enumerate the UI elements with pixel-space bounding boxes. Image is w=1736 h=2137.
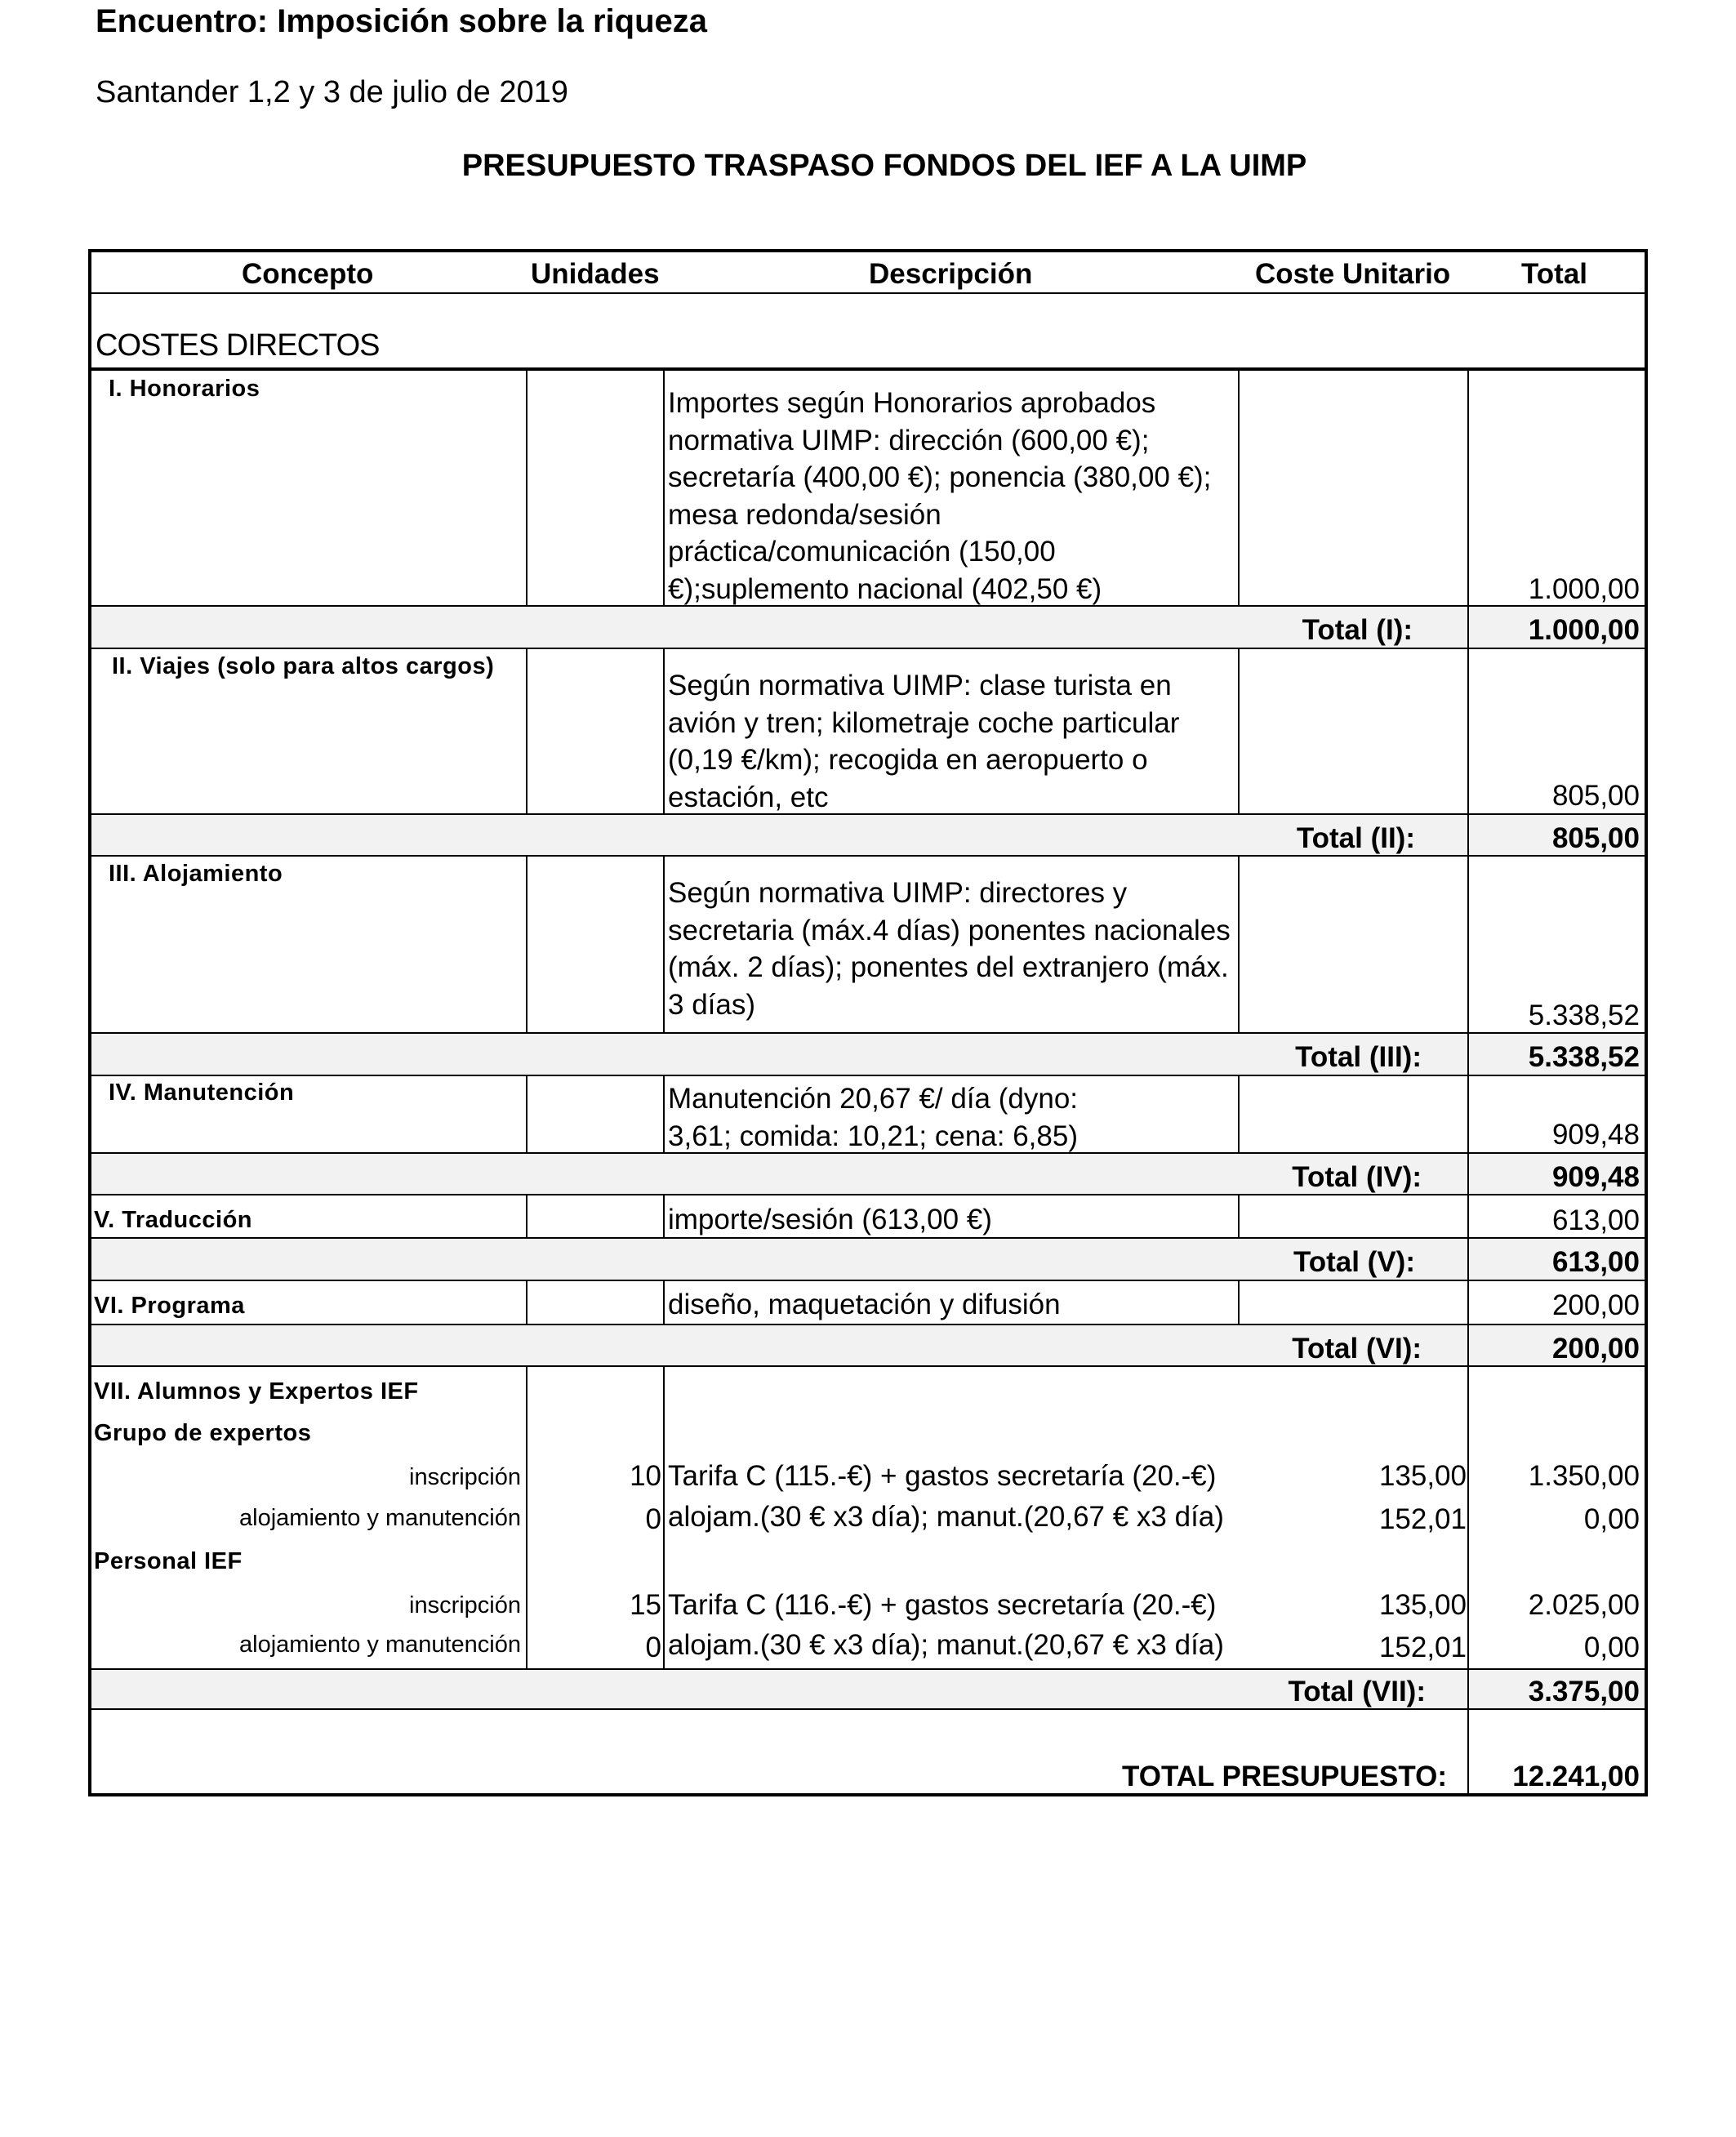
total-value-vii: 3.375,00 [1528,1676,1640,1707]
rule [90,1708,1645,1710]
row-label: inscripción [409,1592,521,1618]
section-name-manutencion: IV. Manutención [109,1080,295,1106]
rule [90,367,1645,371]
rule [90,1032,1645,1034]
rule [1467,1195,1469,1238]
rule [1467,605,1469,648]
rule [1467,369,1469,606]
row-desc: Tarifa C (115.-€) + gastos secretaría (20.-€) [668,1460,1217,1492]
total-label-ii: Total (II): [1296,822,1415,854]
rule [1467,1075,1469,1153]
row-total: 0,00 [1583,1503,1640,1535]
group-label-expertos: Grupo de expertos [94,1420,312,1446]
rule [1467,813,1469,856]
row-desc: alojam.(30 € x3 día); manut.(20,67 € x3 día) [668,1501,1224,1533]
rule [526,369,527,606]
total-value-iii: 5.338,52 [1528,1041,1640,1073]
section-name-honorarios: I. Honorarios [109,376,260,402]
section-desc-honorarios: Importes según Honorarios aprobados normativa UIMP: dirección (600,00 €); secretaría (400,00 €); ponencia (380,00 €); mesa redonda/sesión práctica/comunicación (150,00 €);suplemento nacional (402,50 €) [668,387,1212,605]
document-title: Encuentro: Imposición sobre la riqueza [96,3,708,39]
rule [1238,648,1240,814]
row-cost: 135,00 [1378,1589,1467,1621]
column-header-unidades: Unidades [531,258,660,290]
rule [1467,1032,1469,1075]
section-amount-programa: 200,00 [1551,1289,1640,1321]
row-desc: alojam.(30 € x3 día); manut.(20,67 € x3 día) [668,1629,1224,1661]
rule [663,369,665,606]
total-label-v: Total (V): [1293,1246,1415,1278]
section-desc-traduccion: importe/sesión (613,00 €) [668,1204,992,1235]
rule [1467,1237,1469,1280]
section-name-alumnos: VII. Alumnos y Expertos IEF [94,1378,419,1405]
rule [90,648,1645,649]
total-label-iv: Total (IV): [1292,1161,1422,1193]
rule [1467,1324,1469,1366]
section-amount-honorarios: 1.000,00 [1528,573,1640,605]
section-desc-programa: diseño, maquetación y difusión [668,1289,1061,1320]
document-subtitle: Santander 1,2 y 3 de julio de 2019 [96,75,568,109]
total-label-vi: Total (VI): [1292,1333,1422,1365]
total-value-v: 613,00 [1551,1246,1640,1278]
rule [88,1793,1648,1796]
rule [526,1195,527,1238]
rule [90,1324,1645,1325]
rule [1467,1709,1469,1795]
row-units: 10 [630,1460,661,1492]
rule [90,1668,1645,1670]
column-header-coste-unitario: Coste Unitario [1255,258,1451,290]
rule [90,855,1645,857]
budget-heading: PRESUPUESTO TRASPASO FONDOS DEL IEF A LA UIMP [461,149,1307,183]
rule [526,1366,527,1669]
section-name-programa: VI. Programa [94,1293,245,1319]
rule [663,1075,665,1153]
total-label-iii: Total (III): [1295,1041,1422,1073]
row-total: 2.025,00 [1528,1589,1640,1621]
row-units: 0 [645,1632,661,1663]
row-units: 15 [630,1589,661,1621]
row-units: 0 [645,1503,661,1535]
total-label-i: Total (I): [1302,614,1413,646]
grand-total-value: 12.241,00 [1512,1761,1640,1792]
rule [90,1075,1645,1076]
rule [663,1280,665,1324]
rule [663,1195,665,1238]
section-name-traduccion: V. Traducción [94,1207,252,1233]
section-amount-viajes: 805,00 [1551,780,1640,812]
column-header-descripcion: Descripción [869,258,1033,290]
rule [663,1366,665,1669]
section-amount-traduccion: 613,00 [1551,1204,1640,1236]
rule [1238,369,1240,606]
rule [90,1280,1645,1281]
rule [663,648,665,814]
rule [1467,648,1469,814]
total-value-iv: 909,48 [1551,1161,1640,1193]
section-desc-alojamiento: Según normativa UIMP: directores y secretaria (máx.4 días) ponentes nacionales (máx. 2 días); ponentes del extranjero (máx. 3 días) [668,877,1231,1021]
row-total: 1.350,00 [1528,1460,1640,1492]
rule [1467,1366,1469,1669]
rule [1645,249,1648,1796]
row-cost: 152,01 [1378,1503,1467,1535]
rule [526,648,527,814]
rule [526,1280,527,1324]
section-desc-viajes: Según normativa UIMP: clase turista en avión y tren; kilometraje coche particular (0,19 €/km); recogida en aeropuerto o estación, etc [668,670,1180,813]
rule [1238,1075,1240,1153]
section-amount-manutencion: 909,48 [1551,1119,1640,1151]
total-value-ii: 805,00 [1551,822,1640,854]
section-desc-manutencion: Manutención 20,67 €/ día (dyno: 3,61; comida: 10,21; cena: 6,85) [668,1083,1079,1152]
total-label-vii: Total (VII): [1288,1676,1426,1707]
rule [526,856,527,1033]
row-label: alojamiento y manutención [239,1632,521,1658]
rule [90,1194,1645,1195]
column-header-total: Total [1521,258,1588,290]
rule [1467,1152,1469,1195]
row-desc: Tarifa C (116.-€) + gastos secretaría (20.-€) [668,1589,1217,1621]
rule [663,856,665,1033]
total-value-i: 1.000,00 [1528,614,1640,646]
grand-total-label: TOTAL PRESUPUESTO: [1121,1761,1447,1792]
row-cost: 135,00 [1378,1460,1467,1492]
section-amount-alojamiento: 5.338,52 [1528,999,1640,1031]
rule [1467,1668,1469,1709]
section-name-alojamiento: III. Alojamiento [109,861,283,887]
rule [90,1365,1645,1367]
rule [88,249,1648,252]
row-label: inscripción [409,1464,521,1490]
rule [90,292,1645,294]
row-total: 0,00 [1583,1632,1640,1663]
rule [526,1075,527,1153]
total-value-vi: 200,00 [1551,1333,1640,1365]
rule [88,249,91,1796]
row-label: alojamiento y manutención [239,1505,521,1531]
column-header-concepto: Concepto [242,258,374,290]
rule [1467,1280,1469,1324]
section-name-viajes: II. Viajes (solo para altos cargos) [112,653,495,679]
row-cost: 152,01 [1378,1632,1467,1663]
rule [1467,856,1469,1033]
costes-directos-heading: COSTES DIRECTOS [96,328,380,363]
group-label-personal: Personal IEF [94,1548,243,1574]
